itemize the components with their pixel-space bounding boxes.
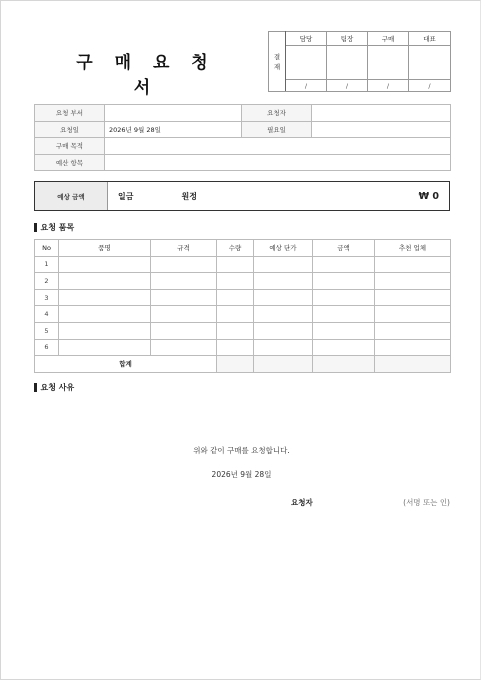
purpose-field[interactable] — [105, 138, 451, 155]
requester-field[interactable] — [312, 105, 451, 122]
items-table — [34, 239, 451, 373]
approval-signature-cell[interactable] — [368, 46, 409, 80]
item-cell[interactable] — [254, 289, 313, 306]
item-cell[interactable] — [217, 322, 254, 339]
approval-role: 담당 — [286, 32, 327, 46]
approval-role: 구매 — [368, 32, 409, 46]
item-cell[interactable] — [254, 339, 313, 356]
table-row — [35, 289, 451, 306]
item-cell[interactable] — [254, 273, 313, 290]
items-total-row — [35, 356, 451, 373]
item-cell[interactable] — [254, 322, 313, 339]
item-cell[interactable] — [254, 306, 313, 323]
department-label: 요청 부서 — [35, 105, 105, 122]
items-header-cell: 추천 업체 — [375, 240, 451, 257]
approval-role: 팀장 — [327, 32, 368, 46]
item-cell[interactable] — [217, 289, 254, 306]
table-row — [35, 306, 451, 323]
table-row — [35, 273, 451, 290]
item-cell[interactable] — [375, 306, 451, 323]
items-header-row — [35, 240, 451, 257]
row-number: 2 — [35, 273, 59, 290]
reason-section-title: 요청 사유 — [40, 383, 75, 392]
item-cell[interactable] — [151, 339, 217, 356]
amount-prefix: 일금 — [118, 191, 134, 201]
row-number: 5 — [35, 322, 59, 339]
items-header-cell: 금액 — [313, 240, 375, 257]
item-cell[interactable] — [313, 322, 375, 339]
item-cell[interactable] — [217, 273, 254, 290]
needed-date-field[interactable] — [312, 121, 451, 138]
request-date-field[interactable]: 2026년 9월 28일 — [105, 121, 242, 138]
table-row — [35, 256, 451, 273]
needed-date-label: 필요일 — [242, 121, 312, 138]
item-cell[interactable] — [313, 289, 375, 306]
items-total-cell — [217, 356, 254, 373]
section-bar — [34, 383, 37, 392]
item-cell[interactable] — [151, 289, 217, 306]
item-cell[interactable] — [59, 273, 151, 290]
table-row — [35, 339, 451, 356]
item-cell[interactable] — [59, 322, 151, 339]
approval-date-cell[interactable]: / — [368, 80, 409, 92]
item-cell[interactable] — [375, 322, 451, 339]
item-cell[interactable] — [151, 256, 217, 273]
item-cell[interactable] — [59, 306, 151, 323]
item-cell[interactable] — [313, 306, 375, 323]
items-header-cell: 품명 — [59, 240, 151, 257]
item-cell[interactable] — [217, 256, 254, 273]
document-title: 구 매 요 청 서 — [76, 53, 216, 98]
department-field[interactable] — [105, 105, 242, 122]
table-row — [35, 322, 451, 339]
item-cell[interactable] — [313, 273, 375, 290]
items-total-cell — [254, 356, 313, 373]
approval-side-label: 결 재 — [269, 32, 286, 92]
item-cell[interactable] — [59, 256, 151, 273]
signature-hint[interactable]: (서명 또는 인) — [403, 498, 450, 507]
approval-role: 대표 — [409, 32, 451, 46]
budget-field[interactable] — [105, 154, 451, 171]
item-cell[interactable] — [59, 289, 151, 306]
footer-requester-label: 요청자 — [291, 498, 313, 507]
item-cell[interactable] — [59, 339, 151, 356]
row-number: 1 — [35, 256, 59, 273]
item-cell[interactable] — [375, 273, 451, 290]
item-cell[interactable] — [151, 273, 217, 290]
amount-total: ₩ 0 — [418, 190, 439, 202]
estimated-amount-box — [34, 181, 450, 211]
reason-section-heading — [34, 382, 74, 393]
item-cell[interactable] — [151, 322, 217, 339]
item-cell[interactable] — [217, 339, 254, 356]
approval-date-cell[interactable]: / — [327, 80, 368, 92]
requester-label: 요청자 — [242, 105, 312, 122]
budget-label: 예산 항목 — [35, 154, 105, 171]
items-header-cell: 수량 — [217, 240, 254, 257]
items-header-cell: 예상 단가 — [254, 240, 313, 257]
items-section-heading — [34, 222, 74, 233]
estimated-amount-label: 예상 금액 — [35, 182, 108, 210]
row-number: 3 — [35, 289, 59, 306]
item-cell[interactable] — [375, 339, 451, 356]
item-cell[interactable] — [217, 306, 254, 323]
approval-signature-cell[interactable] — [409, 46, 451, 80]
items-header-cell: 규격 — [151, 240, 217, 257]
item-cell[interactable] — [375, 256, 451, 273]
amount-suffix: 원정 — [181, 191, 197, 201]
item-cell[interactable] — [151, 306, 217, 323]
items-total-cell — [313, 356, 375, 373]
items-section-title: 요청 품목 — [40, 223, 75, 232]
request-info-table — [34, 104, 451, 171]
request-statement: 위와 같이 구매를 요청합니다. — [193, 446, 290, 455]
item-cell[interactable] — [254, 256, 313, 273]
approval-date-cell[interactable]: / — [409, 80, 451, 92]
item-cell[interactable] — [313, 339, 375, 356]
item-cell[interactable] — [313, 256, 375, 273]
row-number: 6 — [35, 339, 59, 356]
item-cell[interactable] — [375, 289, 451, 306]
items-total-label: 합계 — [35, 356, 217, 373]
approval-signature-cell[interactable] — [327, 46, 368, 80]
items-total-cell — [375, 356, 451, 373]
request-date-label: 요청일 — [35, 121, 105, 138]
purpose-label: 구매 목적 — [35, 138, 105, 155]
items-header-cell: No — [35, 240, 59, 257]
request-date-footer: 2026년 9월 28일 — [211, 470, 272, 479]
approval-table — [268, 31, 451, 92]
approval-signature-cell[interactable] — [286, 46, 327, 80]
approval-date-cell[interactable]: / — [286, 80, 327, 92]
row-number: 4 — [35, 306, 59, 323]
section-bar — [34, 223, 37, 232]
